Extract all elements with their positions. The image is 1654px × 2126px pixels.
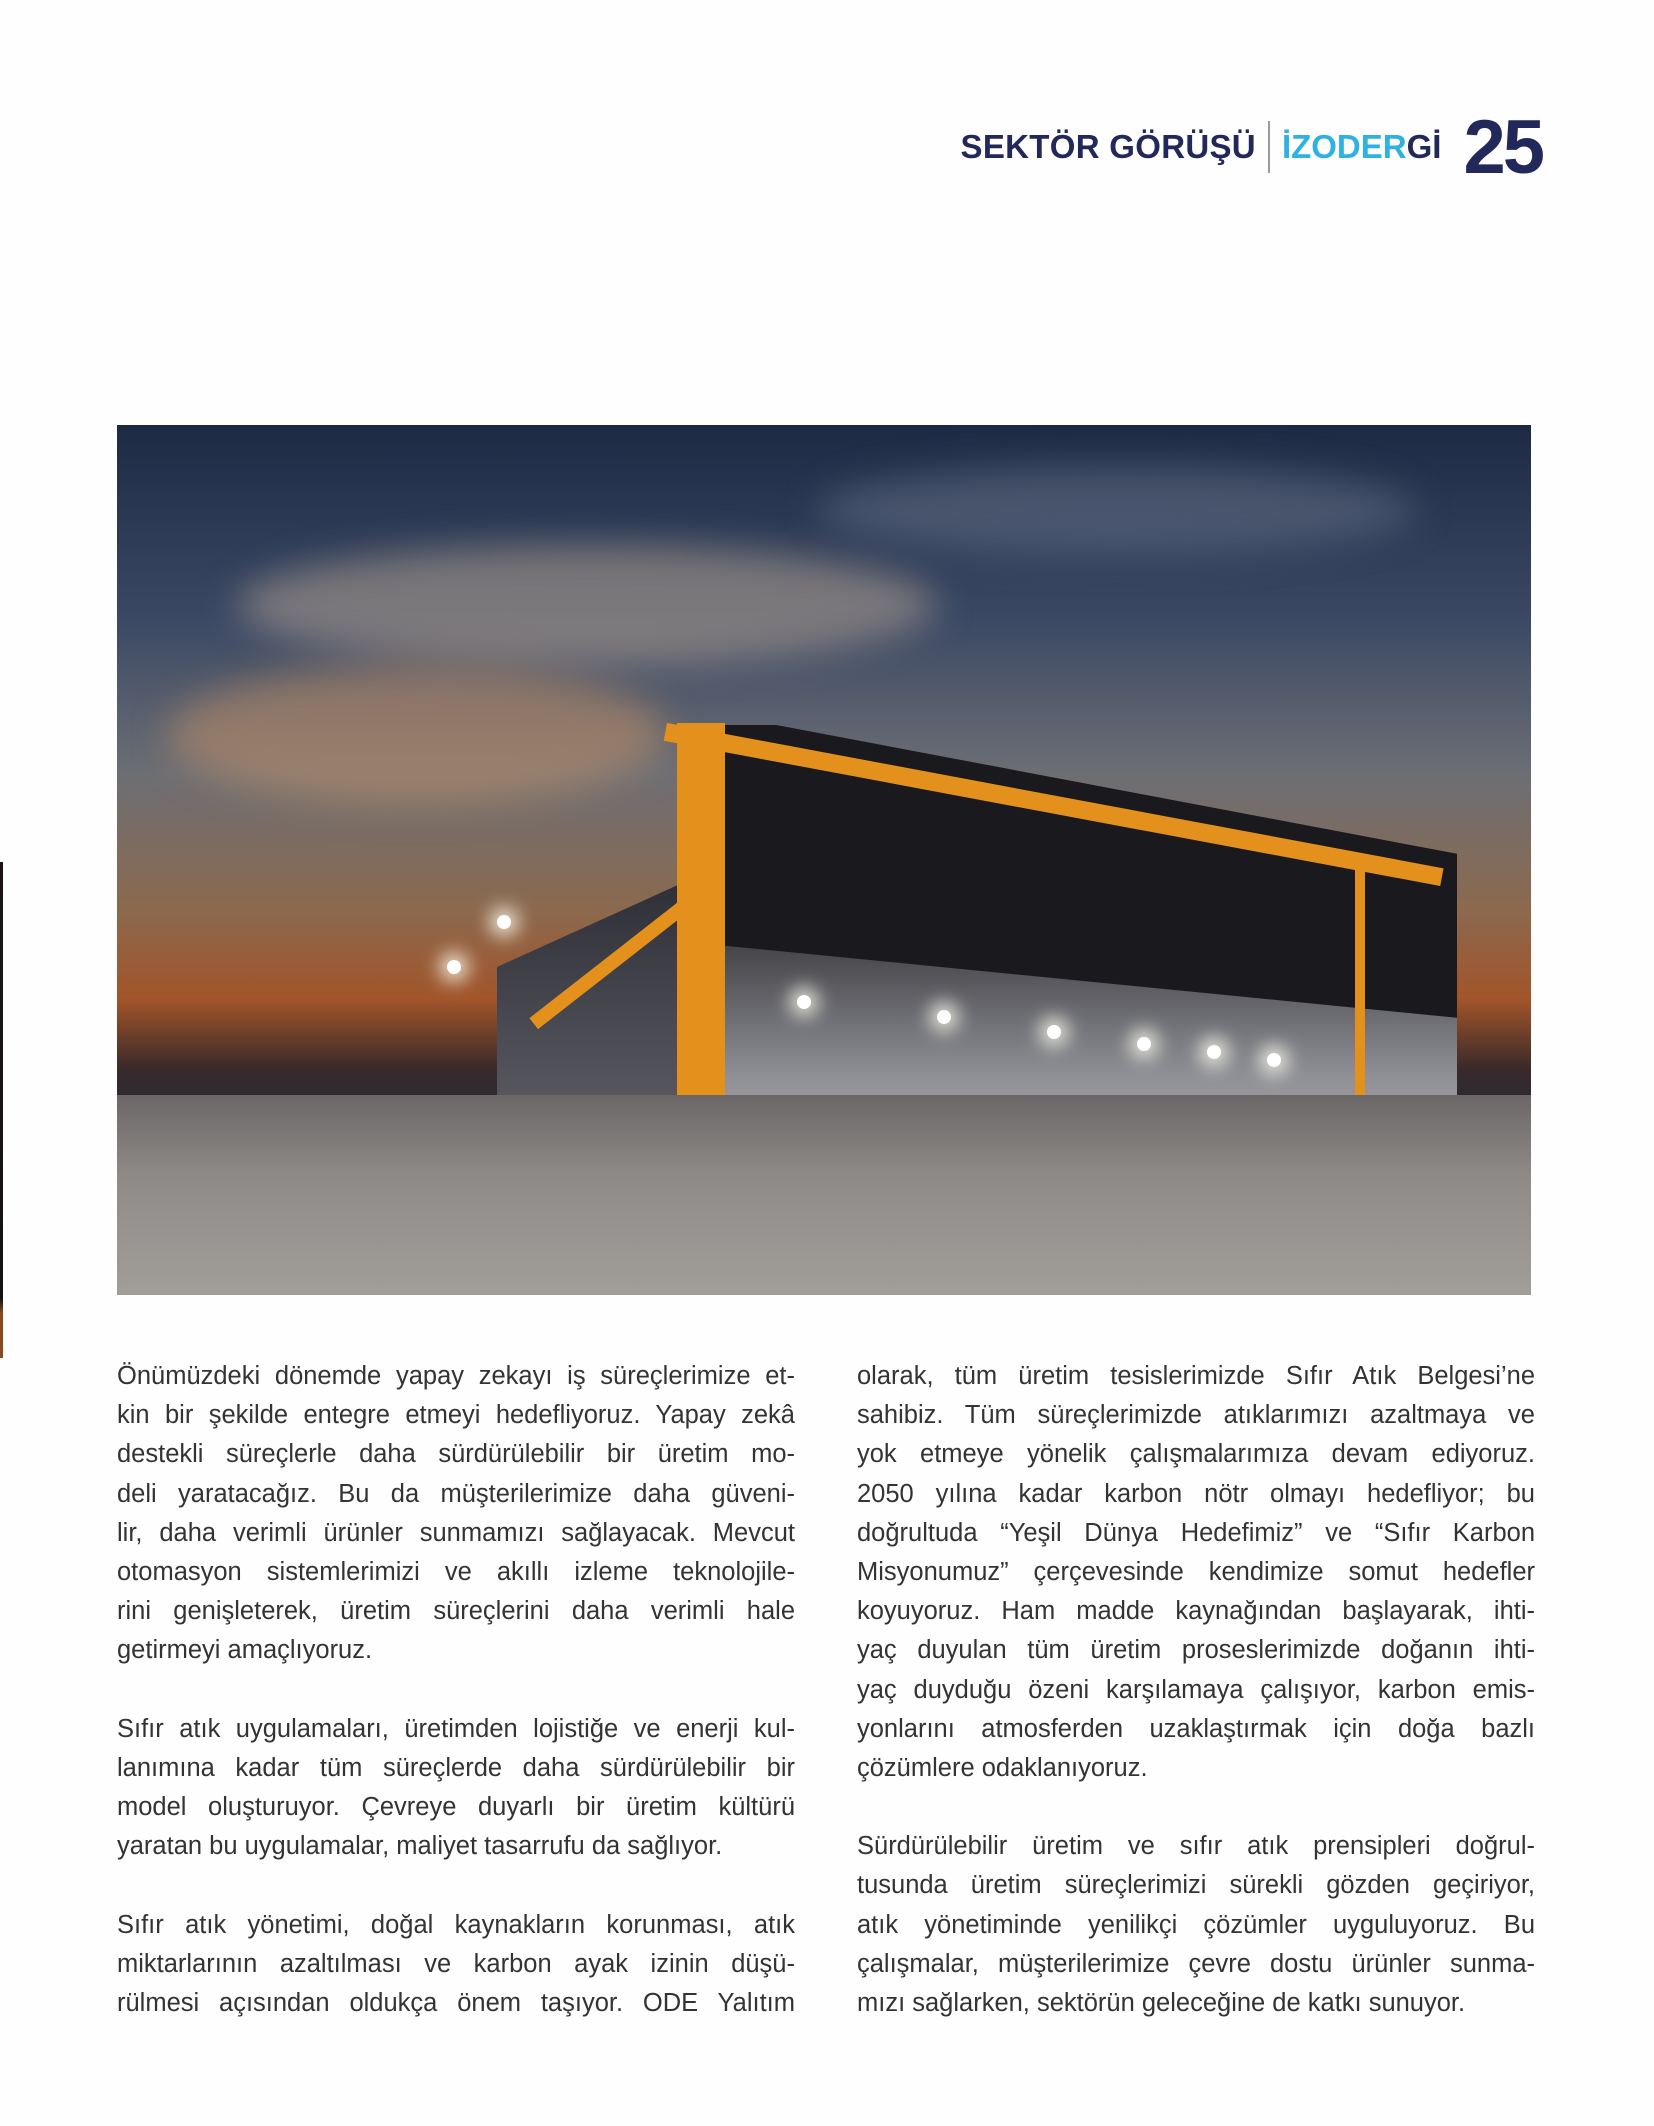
text-line: Sıfır atık uygulamaları, üretimden lojistiğe ve enerji kul- — [117, 1714, 795, 1743]
header-divider — [1268, 121, 1270, 173]
text-line: tusunda üretim süreçlerimizi sürekli gözden geçiriyor, — [857, 1871, 1535, 1900]
text-line: lir, daha verimli ürünler sunmamızı sağlayacak. Mevcut — [117, 1518, 795, 1547]
left-column — [117, 1357, 795, 2062]
text-line: Misyonumuz” çerçevesinde kendimize somut hedefler — [857, 1557, 1535, 1586]
text-line: kin bir şekilde entegre etmeyi hedefliyoruz. Yapay zekâ — [117, 1401, 795, 1430]
text-line: sahibiz. Tüm süreçlerimizde atıklarımızı azaltmaya ve — [857, 1401, 1535, 1430]
paragraph — [117, 1357, 795, 1671]
magazine-name-light: İZODER — [1281, 128, 1407, 165]
right-column — [857, 1357, 1535, 2062]
text-line: lanımına kadar tüm süreçlerde daha sürdürülebilir bir — [117, 1753, 795, 1782]
text-line: yok etmeye yönelik çalışmalarımıza devam ediyoruz. — [857, 1440, 1535, 1469]
text-line: Önümüzdeki dönemde yapay zekayı iş süreçlerimize et- — [117, 1362, 795, 1390]
page-edge-strip — [0, 862, 3, 1358]
section-title: SEKTÖR GÖRÜŞÜ — [960, 128, 1256, 165]
paragraph — [117, 1710, 795, 1867]
text-line: atık yönetiminde yenilikçi çözümler uyguluyoruz. Bu — [857, 1910, 1535, 1939]
text-line: doğrultuda “Yeşil Dünya Hedefimiz” ve “Sıfır Karbon — [857, 1518, 1535, 1547]
text-line: çalışmalar, müşterilerimize çevre dostu ürünler sunma- — [857, 1949, 1535, 1978]
text-line: yonlarını atmosferden uzaklaştırmak için doğa bazlı — [857, 1714, 1535, 1743]
text-line: rülmesi açısından oldukça önem taşıyor. ODE Yalıtım — [117, 1989, 795, 2017]
text-line: çözümlere odaklanıyoruz. — [857, 1753, 1148, 1782]
text-line: mızı sağlarken, sektörün geleceğine de katkı sunuyor. — [857, 1989, 1466, 2017]
text-line: model oluşturuyor. Çevreye duyarlı bir üretim kültürü — [117, 1793, 795, 1822]
text-line: destekli süreçlerle daha sürdürülebilir bir üretim mo- — [117, 1440, 795, 1469]
page-number: 25 — [1463, 104, 1542, 190]
text-line: koyuyoruz. Ham madde kaynağından başlayarak, ihti- — [857, 1597, 1535, 1626]
text-line: yaratan bu uygulamalar, maliyet tasarrufu da sağlıyor. — [117, 1832, 723, 1861]
page-header — [960, 104, 1542, 190]
text-line: getirmeyi amaçlıyoruz. — [117, 1636, 373, 1665]
text-line: 2050 yılına kadar karbon nötr olmayı hedefliyor; bu — [857, 1479, 1535, 1508]
warehouse-photo — [117, 425, 1531, 1295]
text-line: olarak, tüm üretim tesislerimizde Sıfır Atık Belgesi’ne — [857, 1362, 1535, 1390]
text-line: deli yaratacağız. Bu da müşterilerimize daha güveni- — [117, 1479, 795, 1508]
paragraph — [857, 1827, 1535, 2023]
text-line: yaç duyduğu özeni karşılamaya çalışıyor, karbon emis- — [857, 1675, 1535, 1704]
text-line: yaç duyulan tüm üretim proseslerimizde doğanın ihti- — [857, 1636, 1535, 1665]
text-line: Sürdürülebilir üretim ve sıfır atık prensipleri doğrul- — [857, 1832, 1535, 1861]
magazine-name — [1282, 128, 1442, 166]
paragraph — [857, 1357, 1535, 1788]
text-line: otomasyon sistemlerimizi ve akıllı izleme teknolojile- — [117, 1557, 795, 1586]
magazine-name-bold: Gİ — [1406, 128, 1442, 165]
text-line: miktarlarının azaltılması ve karbon ayak izinin düşü- — [117, 1949, 795, 1978]
text-line: rini genişleterek, üretim süreçlerini daha verimli hale — [117, 1597, 795, 1626]
paragraph — [117, 1906, 795, 2024]
text-line: Sıfır atık yönetimi, doğal kaynakların korunması, atık — [117, 1910, 795, 1939]
